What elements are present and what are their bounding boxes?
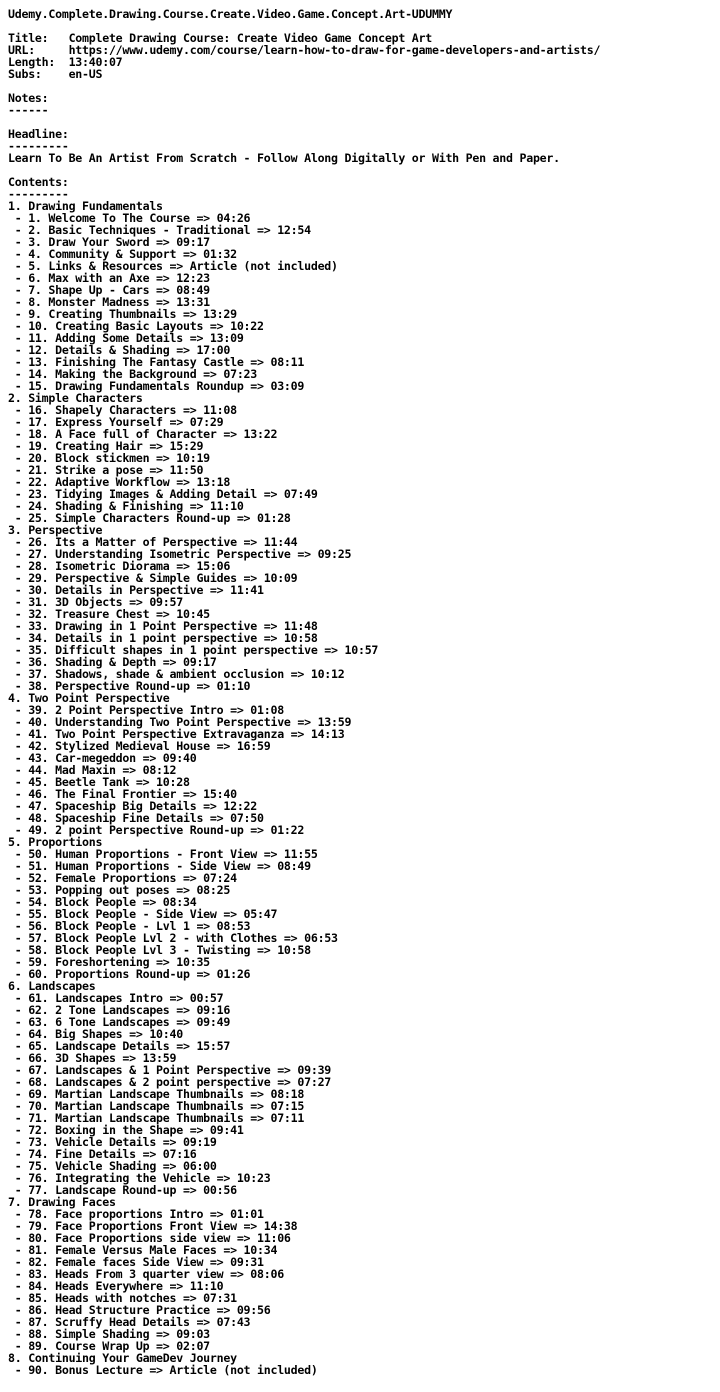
lecture-item: - 11. Adding Some Details => 13:09 <box>8 331 244 345</box>
lecture-item: - 41. Two Point Perspective Extravaganza => 14:13 <box>8 727 345 741</box>
lecture-item: - 48. Spaceship Fine Details => 07:50 <box>8 811 264 825</box>
lecture-item: - 16. Shapely Characters => 11:08 <box>8 403 237 417</box>
lecture-item: - 71. Martian Landscape Thumbnails => 07:11 <box>8 1111 305 1125</box>
lecture-item: - 23. Tidying Images & Adding Detail => 07:49 <box>8 487 318 501</box>
section-heading: 1. Drawing Fundamentals <box>8 199 163 213</box>
lecture-item: - 54. Block People => 08:34 <box>8 895 197 909</box>
lecture-item: - 56. Block People - Lvl 1 => 08:53 <box>8 919 251 933</box>
lecture-item: - 24. Shading & Finishing => 11:10 <box>8 499 244 513</box>
lecture-item: - 86. Head Structure Practice => 09:56 <box>8 1303 271 1317</box>
lecture-item: - 15. Drawing Fundamentals Roundup => 03:09 <box>8 379 305 393</box>
lecture-item: - 63. 6 Tone Landscapes => 09:49 <box>8 1015 231 1029</box>
lecture-item: - 30. Details in Perspective => 11:41 <box>8 583 264 597</box>
lecture-item: - 53. Popping out poses => 08:25 <box>8 883 231 897</box>
text-line: Subs: en-US <box>8 67 103 81</box>
text-line: Udemy.Complete.Drawing.Course.Create.Video.Game.Concept.Art-UDUMMY <box>8 7 453 21</box>
lecture-item: - 43. Car-megeddon => 09:40 <box>8 751 197 765</box>
blank-line <box>8 80 720 92</box>
text-line: Length: 13:40:07 <box>8 55 123 69</box>
lecture-item: - 28. Isometric Diorama => 15:06 <box>8 559 231 573</box>
lecture-item: - 13. Finishing The Fantasy Castle => 08:11 <box>8 355 305 369</box>
section-heading: 6. Landscapes <box>8 979 96 993</box>
lecture-item: - 83. Heads From 3 quarter view => 08:06 <box>8 1267 284 1281</box>
section-heading: 5. Proportions <box>8 835 103 849</box>
lecture-item: - 12. Details & Shading => 17:00 <box>8 343 231 357</box>
blank-line <box>8 164 720 176</box>
lecture-item: - 58. Block People Lvl 3 - Twisting => 10:58 <box>8 943 311 957</box>
text-line: Learn To Be An Artist From Scratch - Follow Along Digitally or With Pen and Paper. <box>8 151 560 165</box>
text-line: Notes: <box>8 91 49 105</box>
lecture-item: - 67. Landscapes & 1 Point Perspective => 09:39 <box>8 1063 332 1077</box>
lecture-item: - 1. Welcome To The Course => 04:26 <box>8 211 251 225</box>
lecture-item: - 49. 2 point Perspective Round-up => 01:22 <box>8 823 305 837</box>
lecture-item: - 35. Difficult shapes in 1 point perspective => 10:57 <box>8 643 379 657</box>
lecture-item: - 27. Understanding Isometric Perspective => 09:25 <box>8 547 352 561</box>
lecture-item: - 36. Shading & Depth => 09:17 <box>8 655 217 669</box>
lecture-item: - 37. Shadows, shade & ambient occlusion => 10:12 <box>8 667 345 681</box>
lecture-item: - 64. Big Shapes => 10:40 <box>8 1027 183 1041</box>
lecture-item: - 73. Vehicle Details => 09:19 <box>8 1135 217 1149</box>
lecture-item: - 44. Mad Maxin => 08:12 <box>8 763 177 777</box>
lecture-item: - 79. Face Proportions Front View => 14:38 <box>8 1219 298 1233</box>
lecture-item: - 45. Beetle Tank => 10:28 <box>8 775 190 789</box>
lecture-item: - 84. Heads Everywhere => 11:10 <box>8 1279 224 1293</box>
lecture-item: - 72. Boxing in the Shape => 09:41 <box>8 1123 244 1137</box>
lecture-item: - 40. Understanding Two Point Perspective => 13:59 <box>8 715 352 729</box>
text-line: Title: Complete Drawing Course: Create Video Game Concept Art <box>8 31 432 45</box>
underline-rule: --------- <box>8 187 69 201</box>
lecture-item: - 47. Spaceship Big Details => 12:22 <box>8 799 258 813</box>
underline-rule: --------- <box>8 139 69 153</box>
lecture-item: - 39. 2 Point Perspective Intro => 01:08 <box>8 703 284 717</box>
lecture-item: - 59. Foreshortening => 10:35 <box>8 955 210 969</box>
lecture-item: - 38. Perspective Round-up => 01:10 <box>8 679 251 693</box>
lecture-item: - 8. Monster Madness => 13:31 <box>8 295 210 309</box>
section-heading: 2. Simple Characters <box>8 391 143 405</box>
lecture-item: - 21. Strike a pose => 11:50 <box>8 463 204 477</box>
lecture-item: - 31. 3D Objects => 09:57 <box>8 595 183 609</box>
lecture-item: - 5. Links & Resources => Article (not included) <box>8 259 338 273</box>
lecture-item: - 89. Course Wrap Up => 02:07 <box>8 1339 210 1353</box>
lecture-item: - 20. Block stickmen => 10:19 <box>8 451 210 465</box>
lecture-item: - 75. Vehicle Shading => 06:00 <box>8 1159 217 1173</box>
underline-rule: ------ <box>8 103 49 117</box>
lecture-item: - 52. Female Proportions => 07:24 <box>8 871 237 885</box>
lecture-item: - 26. Its a Matter of Perspective => 11:44 <box>8 535 298 549</box>
lecture-item: - 17. Express Yourself => 07:29 <box>8 415 224 429</box>
lecture-item: - 9. Creating Thumbnails => 13:29 <box>8 307 237 321</box>
lecture-item: - 61. Landscapes Intro => 00:57 <box>8 991 224 1005</box>
lecture-item: - 42. Stylized Medieval House => 16:59 <box>8 739 271 753</box>
lecture-item: - 34. Details in 1 point perspective => 10:58 <box>8 631 318 645</box>
lecture-item: - 77. Landscape Round-up => 00:56 <box>8 1183 237 1197</box>
lecture-item: - 57. Block People Lvl 2 - with Clothes => 06:53 <box>8 931 338 945</box>
lecture-item: - 14. Making the Background => 07:23 <box>8 367 258 381</box>
lecture-item: - 81. Female Versus Male Faces => 10:34 <box>8 1243 278 1257</box>
section-heading: 7. Drawing Faces <box>8 1195 116 1209</box>
lecture-item: - 55. Block People - Side View => 05:47 <box>8 907 278 921</box>
lecture-item: - 4. Community & Support => 01:32 <box>8 247 237 261</box>
blank-line <box>8 116 720 128</box>
text-line: Contents: <box>8 175 69 189</box>
lecture-item: - 80. Face Proportions side view => 11:06 <box>8 1231 291 1245</box>
text-document <box>8 8 720 1376</box>
text-line: URL: https://www.udemy.com/course/learn-how-to-draw-for-game-developers-and-artists/ <box>8 43 601 57</box>
section-heading: 8. Continuing Your GameDev Journey <box>8 1351 237 1365</box>
section-heading: 3. Perspective <box>8 523 103 537</box>
lecture-item: - 70. Martian Landscape Thumbnails => 07:15 <box>8 1099 305 1113</box>
lecture-item: - 76. Integrating the Vehicle => 10:23 <box>8 1171 271 1185</box>
lecture-item: - 29. Perspective & Simple Guides => 10:09 <box>8 571 298 585</box>
lecture-item: - 78. Face proportions Intro => 01:01 <box>8 1207 264 1221</box>
lecture-item: - 66. 3D Shapes => 13:59 <box>8 1051 177 1065</box>
lecture-item: - 7. Shape Up - Cars => 08:49 <box>8 283 210 297</box>
lecture-item: - 88. Simple Shading => 09:03 <box>8 1327 210 1341</box>
lecture-item: - 50. Human Proportions - Front View => 11:55 <box>8 847 318 861</box>
lecture-item: - 85. Heads with notches => 07:31 <box>8 1291 237 1305</box>
lecture-item: - 32. Treasure Chest => 10:45 <box>8 607 210 621</box>
section-heading: 4. Two Point Perspective <box>8 691 170 705</box>
lecture-item: - 22. Adaptive Workflow => 13:18 <box>8 475 231 489</box>
lecture-item: - 90. Bonus Lecture => Article (not included) <box>8 1363 318 1377</box>
lecture-item: - 10. Creating Basic Layouts => 10:22 <box>8 319 264 333</box>
lecture-item: - 2. Basic Techniques - Traditional => 12:54 <box>8 223 311 237</box>
lecture-item: - 60. Proportions Round-up => 01:26 <box>8 967 251 981</box>
lecture-item: - 25. Simple Characters Round-up => 01:28 <box>8 511 291 525</box>
lecture-item: - 74. Fine Details => 07:16 <box>8 1147 197 1161</box>
lecture-item: - 19. Creating Hair => 15:29 <box>8 439 204 453</box>
lecture-item: - 46. The Final Frontier => 15:40 <box>8 787 237 801</box>
lecture-item: - 82. Female faces Side View => 09:31 <box>8 1255 264 1269</box>
lecture-item: - 87. Scruffy Head Details => 07:43 <box>8 1315 251 1329</box>
lecture-item: - 6. Max with an Axe => 12:23 <box>8 271 210 285</box>
lecture-item: - 68. Landscapes & 2 point perspective => 07:27 <box>8 1075 332 1089</box>
lecture-item: - 69. Martian Landscape Thumbnails => 08:18 <box>8 1087 305 1101</box>
lecture-item: - 62. 2 Tone Landscapes => 09:16 <box>8 1003 231 1017</box>
lecture-item: - 18. A Face full of Character => 13:22 <box>8 427 278 441</box>
text-line: Headline: <box>8 127 69 141</box>
lecture-item: - 33. Drawing in 1 Point Perspective => 11:48 <box>8 619 318 633</box>
lecture-item: - 51. Human Proportions - Side View => 08:49 <box>8 859 311 873</box>
lecture-item: - 65. Landscape Details => 15:57 <box>8 1039 231 1053</box>
lecture-item: - 3. Draw Your Sword => 09:17 <box>8 235 210 249</box>
